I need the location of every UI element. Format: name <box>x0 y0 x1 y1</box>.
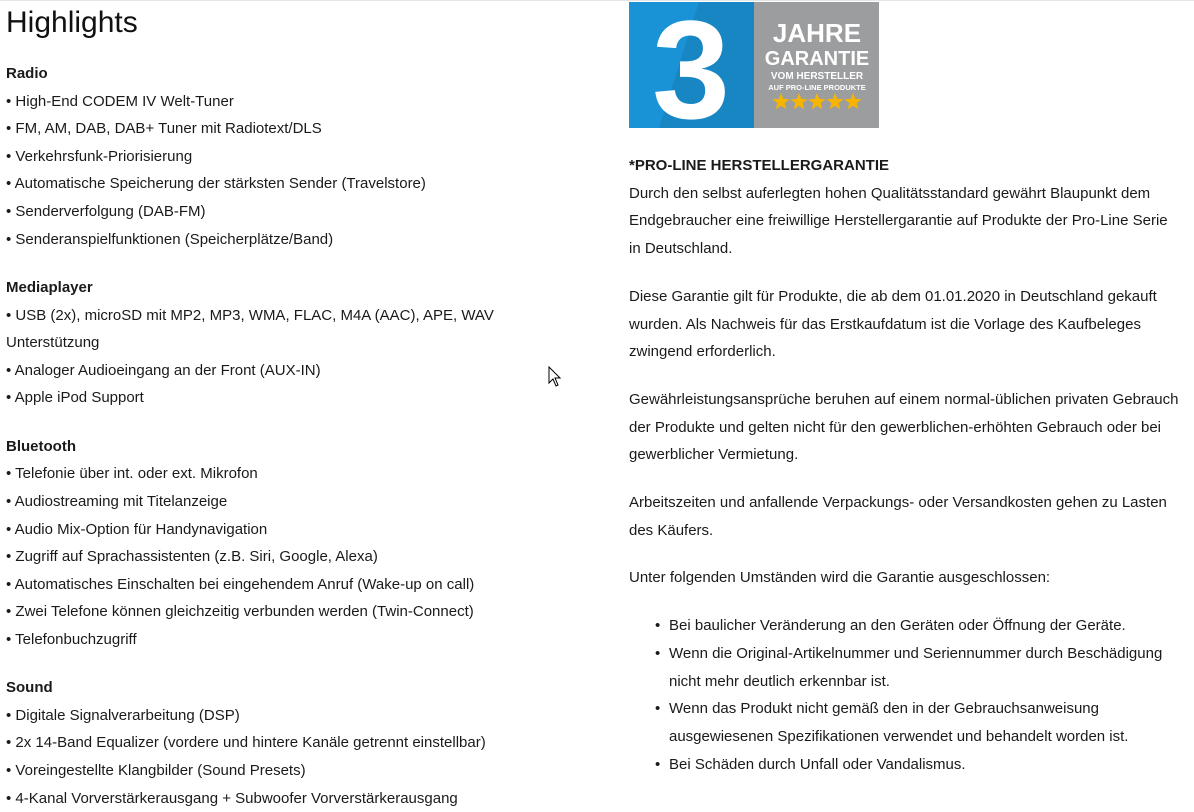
warranty-text <box>629 152 1181 778</box>
feature-item: • High-End CODEM IV Welt-Tuner <box>6 92 234 110</box>
bullet-icon: • <box>655 644 661 662</box>
feature-item: • USB (2x), microSD mit MP2, MP3, WMA, FLAC, M4A (AAC), APE, WAV <box>6 306 494 324</box>
warranty-paragraph: Unter folgenden Umständen wird die Garantie ausgeschlossen: <box>629 569 1051 587</box>
bullet-icon: • <box>655 755 661 773</box>
section-gap <box>6 412 596 433</box>
section-heading: Radio <box>6 65 48 82</box>
warranty-paragraph: Diese Garantie gilt für Produkte, die ab dem 01.01.2020 in Deutschland gekauft wurden. Als Nachweis für das Erstkaufdatum ist die Vorlage des Kaufbeleges zwingend erforderlich. <box>629 287 1157 361</box>
feature-item: • Audiostreaming mit Titelanzeige <box>6 492 228 510</box>
page-title: Highlights <box>6 6 138 39</box>
feature-item: • Senderanspielfunktionen (Speicherplätze/Band) <box>6 230 334 248</box>
warranty-paragraph: Durch den selbst auferlegten hohen Qualitätsstandard gewährt Blaupunkt dem Endgebraucher eine freiwillige Herstellergarantie auf Produkte der Pro-Line Serie in Deutschland. <box>629 184 1168 258</box>
feature-item: • Telefonbuchzugriff <box>6 630 137 648</box>
warranty-paragraph: Arbeitszeiten und anfallende Verpackungs- oder Versandkosten gehen zu Lasten des Käufers. <box>629 494 1167 539</box>
exclusion-item <box>629 640 1181 695</box>
exclusion-item <box>629 612 1181 640</box>
highlights-column <box>6 0 596 812</box>
warranty-heading: *PRO-LINE HERSTELLERGARANTIE <box>629 157 890 174</box>
feature-item: • Audio Mix-Option für Handynavigation <box>6 520 268 538</box>
badge-jahre: JAHRE <box>772 18 862 48</box>
bullet-icon: • <box>655 700 661 718</box>
feature-item: • FM, AM, DAB, DAB+ Tuner mit Radiotext/DLS <box>6 120 322 138</box>
section-heading: Mediaplayer <box>6 278 93 296</box>
exclusion-list <box>629 612 1181 778</box>
feature-item: • Telefonie über int. oder ext. Mikrofon <box>6 465 258 483</box>
feature-item: • Senderverfolgung (DAB-FM) <box>6 202 206 220</box>
feature-item: • Automatisches Einschalten bei eingehendem Anruf (Wake-up on call) <box>6 575 475 593</box>
badge-number: 3 <box>652 2 730 128</box>
section-heading: Sound <box>6 679 53 697</box>
feature-item: • Zwei Telefone können gleichzeitig verbunden werden (Twin-Connect) <box>6 603 474 621</box>
feature-item: Unterstützung <box>6 334 100 352</box>
feature-item: • Voreingestellte Klangbilder (Sound Presets) <box>6 762 306 780</box>
warranty-badge-image <box>629 2 879 128</box>
feature-item: • 2x 14-Band Equalizer (vordere und hintere Kanäle getrennt einstellbar) <box>6 734 486 752</box>
mouse-cursor-icon <box>548 366 562 388</box>
feature-item: • 4-Kanal Vorverstärkerausgang + Subwoofer Vorverstärkerausgang <box>6 789 458 807</box>
section-gap <box>6 253 596 274</box>
section-heading: Bluetooth <box>6 437 76 455</box>
section-gap <box>6 653 596 674</box>
feature-item: • Analoger Audioeingang an der Front (AUX-IN) <box>6 361 321 379</box>
feature-item: • Digitale Signalverarbeitung (DSP) <box>6 706 240 724</box>
badge-vom-hersteller: VOM HERSTELLER <box>770 71 864 82</box>
feature-item: • Apple iPod Support <box>6 389 144 407</box>
highlights-sections <box>6 60 596 812</box>
exclusion-text: Wenn die Original-Artikelnummer und Seriennummer durch Beschädigung nicht mehr deutlich erkennbar ist. <box>669 644 1163 690</box>
feature-item: • Zugriff auf Sprachassistenten (z.B. Siri, Google, Alexa) <box>6 548 378 566</box>
warranty-paragraph: Gewährleistungsansprüche beruhen auf einem normal-üblichen privaten Gebrauch der Produkte und gelten nicht für den gewerblichen-erhöhten Gebrauch oder bei gewerblicher Vermietung. <box>629 390 1179 464</box>
warranty-paragraphs <box>629 180 1181 592</box>
feature-item: • Verkehrsfunk-Priorisierung <box>6 147 193 165</box>
bullet-icon: • <box>655 617 661 635</box>
feature-item: • Automatische Speicherung der stärksten Sender (Travelstore) <box>6 175 426 193</box>
exclusion-text: Bei baulicher Veränderung an den Geräten oder Öffnung der Geräte. <box>669 617 1126 635</box>
exclusion-item <box>629 751 1181 779</box>
exclusion-item <box>629 695 1181 750</box>
badge-garantie: GARANTIE <box>764 48 870 70</box>
exclusion-text: Bei Schäden durch Unfall oder Vandalismus. <box>669 755 966 773</box>
exclusion-text: Wenn das Produkt nicht gemäß den in der Gebrauchsanweisung ausgewiesenen Spezifikationen verwendet und behandelt worden ist. <box>669 700 1129 745</box>
badge-pro-line: AUF PRO-LINE PRODUKTE <box>768 83 866 92</box>
